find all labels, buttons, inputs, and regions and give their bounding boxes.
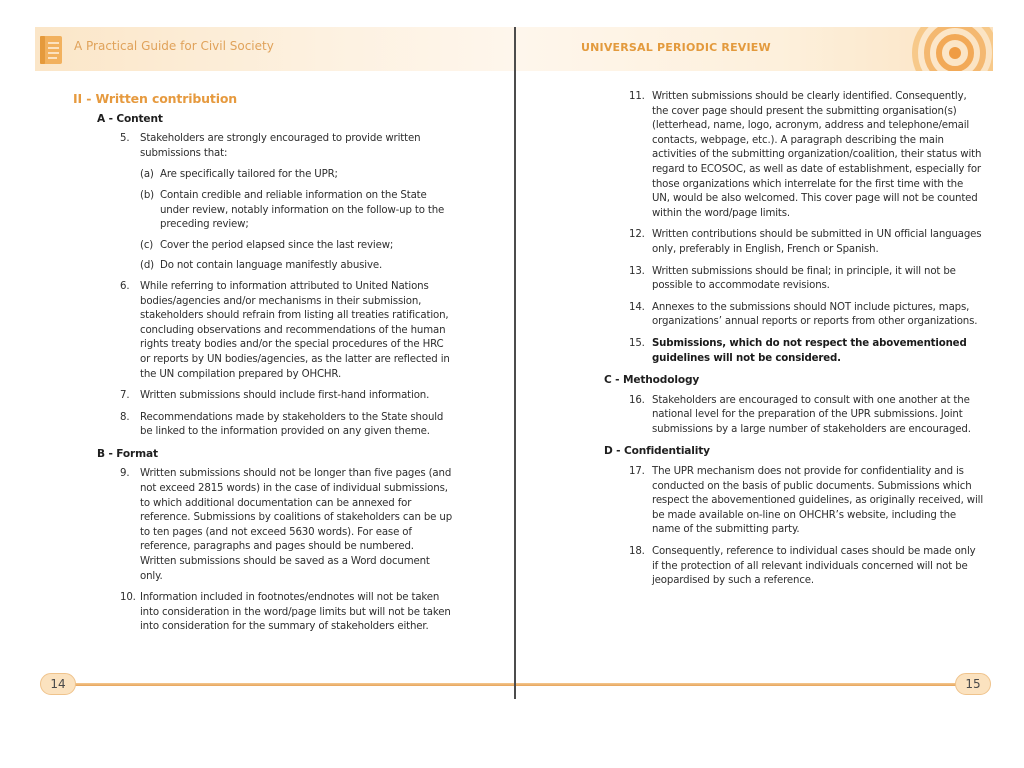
item-text: Recommendations made by stakeholders to the State should be linked to the information provided on any given theme. bbox=[140, 411, 444, 438]
book-spread bbox=[35, 27, 993, 699]
subsection-title-format: B - Format bbox=[97, 447, 158, 460]
list-item bbox=[120, 467, 453, 584]
book-title: A Practical Guide for Civil Society bbox=[74, 39, 274, 53]
item-number: 14. bbox=[629, 301, 645, 313]
list-item bbox=[120, 389, 453, 404]
page-number-right: 15 bbox=[955, 673, 991, 695]
item-number: 13. bbox=[629, 265, 645, 277]
item-text: Written submissions should be final; in principle, it will not be possible to accommodate revisions. bbox=[652, 265, 956, 292]
item-number: 5. bbox=[120, 133, 130, 145]
chapter-title: UNIVERSAL PERIODIC REVIEW bbox=[581, 41, 771, 54]
item-text: Annexes to the submissions should NOT include pictures, maps, organizations’ annual reports or reports from other organizations. bbox=[652, 301, 978, 328]
sub-item-letter: (d) bbox=[140, 260, 154, 272]
page-number-left: 14 bbox=[40, 673, 76, 695]
subsection-title-confidentiality: D - Confidentiality bbox=[604, 445, 710, 458]
sub-item-text: Do not contain language manifestly abusive. bbox=[160, 260, 383, 272]
item-text: Stakeholders are strongly encouraged to provide written submissions that: bbox=[140, 133, 421, 159]
item-number: 6. bbox=[120, 280, 130, 292]
item-number: 10. bbox=[120, 592, 136, 604]
list-item bbox=[629, 337, 984, 366]
item-number: 7. bbox=[120, 390, 130, 402]
footer-rule bbox=[516, 683, 957, 686]
sub-list-item bbox=[140, 259, 453, 274]
right-page-content bbox=[604, 90, 984, 596]
subsection-title-content: A - Content bbox=[97, 112, 163, 125]
left-page-header bbox=[35, 27, 514, 71]
sub-item-letter: (b) bbox=[140, 189, 154, 201]
list-item bbox=[629, 545, 984, 589]
list-item bbox=[120, 132, 453, 161]
sub-item-text: Contain credible and reliable information on the State under review, notably information on the follow-up to the preceding review; bbox=[160, 189, 445, 231]
item-text: The UPR mechanism does not provide for confidentiality and is conducted on the basis of public documents. Submissions which respect the abovementioned guidelines, as originally received, will be made available on-line on OHCHR’s website, including the name of the submitting party. bbox=[652, 466, 984, 536]
item-text: Stakeholders are encouraged to consult with one another at the national level for the preparation of the UPR submissions. Joint submissions by a large number of stakeholders are encouraged. bbox=[652, 394, 971, 435]
item-text: Written contributions should be submitted in UN official languages only, preferably in English, French or Spanish. bbox=[652, 229, 982, 255]
sub-item-text: Cover the period elapsed since the last review; bbox=[160, 239, 394, 251]
item-text-emphasis: Submissions, which do not respect the abovementioned guidelines will not be considered. bbox=[652, 337, 967, 364]
item-number: 17. bbox=[629, 466, 645, 478]
item-number: 15. bbox=[629, 337, 645, 349]
sub-item-text: Are specifically tailored for the UPR; bbox=[160, 169, 338, 181]
item-number: 18. bbox=[629, 546, 645, 558]
item-number: 8. bbox=[120, 411, 130, 423]
item-number: 16. bbox=[629, 394, 645, 406]
subsection-title-methodology: C - Methodology bbox=[604, 374, 700, 387]
sub-item-letter: (a) bbox=[140, 169, 154, 181]
item-number: 9. bbox=[120, 468, 130, 480]
sub-item-letter: (c) bbox=[140, 239, 154, 251]
item-text: While referring to information attributed to United Nations bodies/agencies and/or mechanisms in their submission, stakeholders should refrain from listing all treaties ratification, concluding observations and recommendations of the human rights treaty bodies and/or the special procedures of the HRC or reports by UN bodies/agencies, as the latter are reflected in the UN compilation prepared by OHCHR. bbox=[140, 280, 450, 380]
decorative-swirl-icon bbox=[893, 27, 993, 71]
item-number: 12. bbox=[629, 229, 645, 241]
list-item bbox=[629, 90, 984, 221]
list-item bbox=[120, 591, 453, 635]
item-text: Consequently, reference to individual cases should be made only if the protection of all relevant individuals concerned will not be jeopardised by such a reference. bbox=[652, 546, 976, 587]
left-page-footer bbox=[35, 673, 514, 695]
item-text: Information included in footnotes/endnotes will not be taken into consideration in the word/page limits but will not be taken into consideration for the summary of stakeholders either. bbox=[140, 592, 451, 633]
item-text: Written submissions should be clearly identified. Consequently, the cover page should present the submitting organisation(s) (letterhead, name, logo, acronym, address and telephone/email contacts, webpage, etc.). A paragraph describing the main activities of the submitting organization/coalition, their status with regard to ECOSOC, as well as date of establishment, especially for those organizations which interrelate for the first time with the UN, would be also welcomed. This cover page will not be counted within the word/page limits. bbox=[652, 91, 982, 219]
page-divider bbox=[514, 27, 516, 699]
left-page-content bbox=[73, 92, 453, 642]
sub-list-item bbox=[140, 239, 453, 254]
sub-list-item bbox=[140, 168, 453, 183]
section-title: II - Written contribution bbox=[73, 91, 238, 106]
item-text: Written submissions should include first-hand information. bbox=[140, 390, 430, 402]
item-text: Written submissions should not be longer than five pages (and not exceed 2815 words) in the case of individual submissions, to which additional documentation can be annexed for reference. Submissions by coalitions of stakeholders can be up to ten pages (and not exceed 5630 words). For ease of reference, paragraphs and pages should be numbered. Written submissions should be saved as a Word document only. bbox=[140, 468, 453, 582]
list-item bbox=[120, 411, 453, 440]
book-icon bbox=[38, 34, 64, 66]
sub-list-item bbox=[140, 189, 453, 233]
right-page-header bbox=[516, 27, 993, 71]
list-item bbox=[120, 280, 453, 382]
item-number: 11. bbox=[629, 91, 645, 102]
right-page-footer bbox=[516, 673, 993, 695]
list-item bbox=[629, 228, 984, 257]
list-item bbox=[629, 394, 984, 438]
list-item bbox=[629, 465, 984, 538]
list-item bbox=[629, 301, 984, 330]
footer-rule bbox=[69, 683, 514, 686]
list-item bbox=[629, 265, 984, 294]
